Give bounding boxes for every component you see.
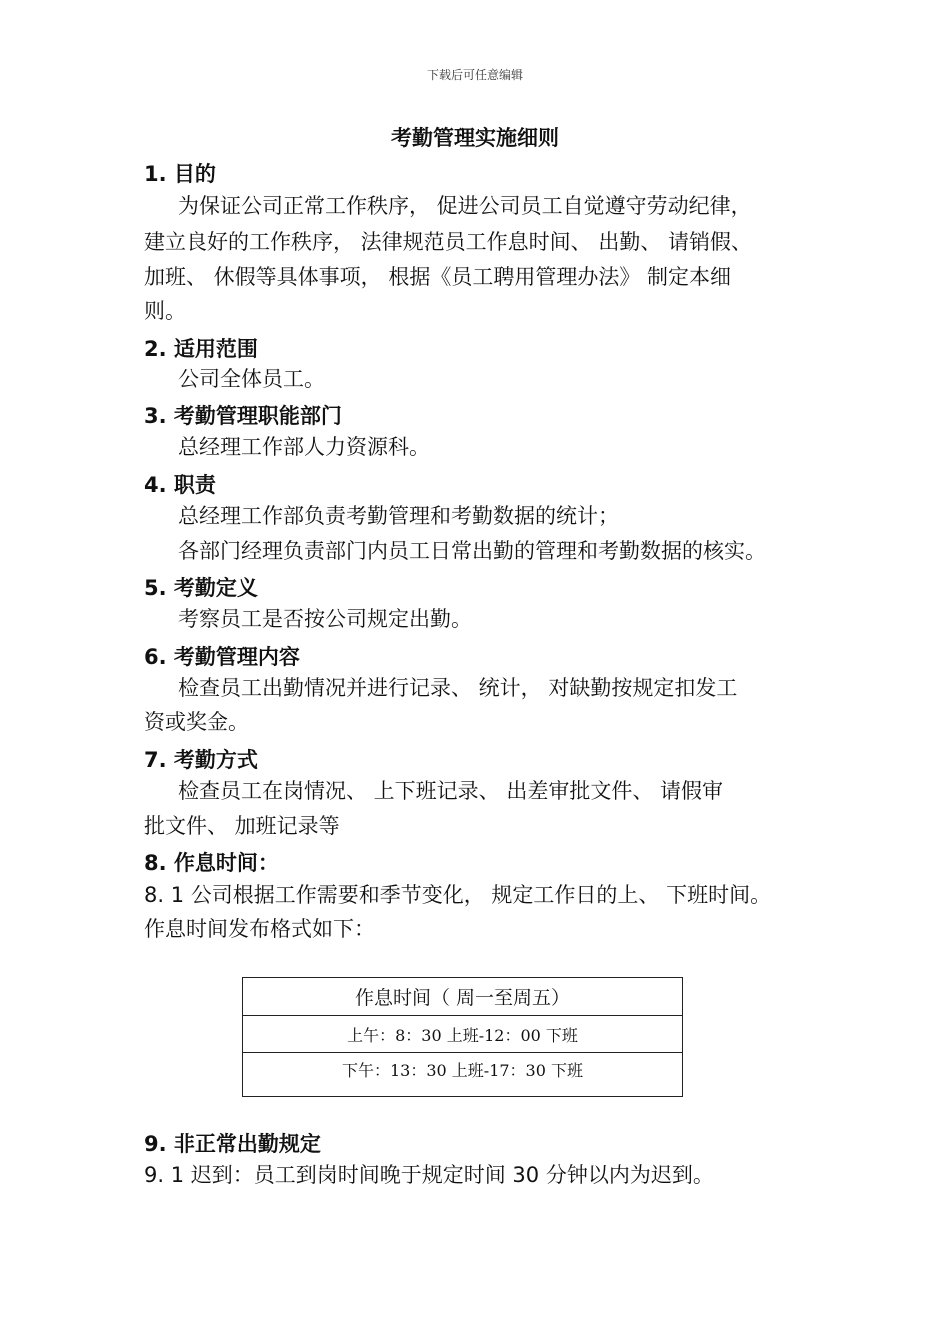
section-7-line-2: 批文件、 加班记录等 xyxy=(144,814,340,838)
section-4-line-1: 总经理工作部负责考勤管理和考勤数据的统计； xyxy=(178,504,619,528)
section-3-line-1: 总经理工作部人力资源科。 xyxy=(178,435,430,459)
section-1-line-1: 为保证公司正常工作秩序， 促进公司员工自觉遵守劳动纪律， xyxy=(178,194,752,218)
section-7-heading: 7. 考勤方式 xyxy=(144,748,258,772)
section-8-line-2: 作息时间发布格式如下： xyxy=(144,917,375,941)
section-2-line-1: 公司全体员工。 xyxy=(178,367,325,391)
section-3-heading: 3. 考勤管理职能部门 xyxy=(144,404,342,428)
header-watermark: 下载后可任意编辑 xyxy=(426,68,523,82)
section-6-line-1: 检查员工出勤情况并进行记录、 统计， 对缺勤按规定扣发工 xyxy=(178,676,738,700)
section-7-line-1: 检查员工在岗情况、 上下班记录、 出差审批文件、 请假审 xyxy=(178,779,724,803)
section-9-line-1: 9. 1 迟到：员工到岗时间晚于规定时间 30 分钟以内为迟到。 xyxy=(144,1163,714,1187)
section-8-heading: 8. 作息时间： xyxy=(144,851,279,875)
section-1-line-3: 加班、 休假等具体事项， 根据《员工聘用管理办法》 制定本细 xyxy=(144,265,732,289)
table-header-cell: 作息时间（ 周一至周五） xyxy=(243,978,683,1016)
section-1-line-4: 则。 xyxy=(144,299,186,323)
section-6-line-2: 资或奖金。 xyxy=(144,710,249,734)
schedule-table xyxy=(242,977,683,1097)
table-cell-morning: 上午：8：30 上班-12：00 下班 xyxy=(243,1016,683,1053)
section-2-heading: 2. 适用范围 xyxy=(144,337,258,361)
table-header-row xyxy=(243,978,683,1016)
section-1-heading: 1. 目的 xyxy=(144,162,216,186)
section-4-line-2: 各部门经理负责部门内员工日常出勤的管理和考勤数据的核实。 xyxy=(178,539,766,563)
section-5-line-1: 考察员工是否按公司规定出勤。 xyxy=(178,607,472,631)
section-4-heading: 4. 职责 xyxy=(144,473,216,497)
section-6-heading: 6. 考勤管理内容 xyxy=(144,645,300,669)
table-row xyxy=(243,1053,683,1097)
document-title: 考勤管理实施细则 xyxy=(391,126,559,150)
section-5-heading: 5. 考勤定义 xyxy=(144,576,258,600)
table-cell-afternoon: 下午：13：30 上班-17：30 下班 xyxy=(243,1053,683,1097)
section-1-line-2: 建立良好的工作秩序， 法律规范员工作息时间、 出勤、 请销假、 xyxy=(144,230,753,254)
section-9-heading: 9. 非正常出勤规定 xyxy=(144,1132,321,1156)
table-row xyxy=(243,1016,683,1053)
section-8-line-1: 8. 1 公司根据工作需要和季节变化， 规定工作日的上、 下班时间。 xyxy=(144,883,772,907)
